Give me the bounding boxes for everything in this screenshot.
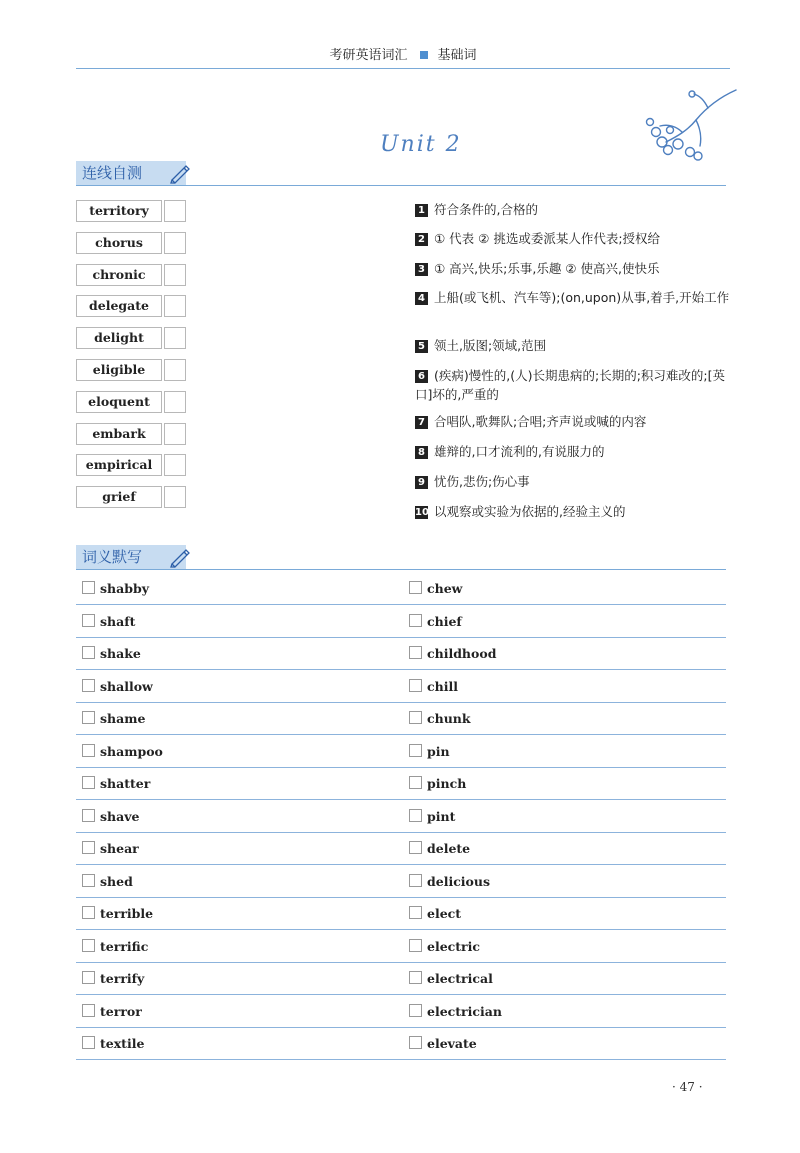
checkbox[interactable] xyxy=(409,679,422,692)
checkbox[interactable] xyxy=(409,939,422,952)
dictation-rule xyxy=(76,637,726,638)
checkbox[interactable] xyxy=(82,939,95,952)
checkbox[interactable] xyxy=(409,971,422,984)
header-book-title: 考研英语词汇 xyxy=(329,48,408,63)
dictation-item xyxy=(82,676,153,698)
matching-definition xyxy=(415,502,730,521)
dictation-word: shaft xyxy=(100,613,136,629)
definition-text: 忧伤,悲伤;伤心事 xyxy=(434,474,530,489)
matching-definition xyxy=(415,200,730,219)
dictation-item xyxy=(82,741,163,763)
dictation-word: chunk xyxy=(427,711,471,726)
pencil-icon xyxy=(168,162,192,184)
dictation-word: pin xyxy=(427,743,450,759)
dictation-item xyxy=(409,903,461,925)
dictation-item xyxy=(82,643,141,665)
dictation-word: elect xyxy=(427,906,462,921)
dictation-item xyxy=(409,643,496,665)
definition-number: 4 xyxy=(415,292,428,305)
dictation-item xyxy=(409,741,450,763)
matching-section-heading xyxy=(76,161,186,185)
dictation-item xyxy=(409,708,471,730)
definition-text: ① 代表 ② 挑选或委派某人作代表;授权给 xyxy=(434,231,661,246)
checkbox[interactable] xyxy=(409,581,422,594)
checkbox[interactable] xyxy=(409,711,422,724)
definition-text: (疾病)慢性的,(人)长期患病的;长期的;积习难改的;[英口]坏的,严重的 xyxy=(415,368,725,402)
dictation-item xyxy=(409,1033,477,1055)
dictation-item xyxy=(82,968,144,990)
answer-box[interactable] xyxy=(164,295,186,317)
checkbox[interactable] xyxy=(409,646,422,659)
matching-word: territory xyxy=(76,200,162,222)
dictation-item xyxy=(409,578,462,600)
dictation-rule xyxy=(76,767,726,768)
dictation-word: childhood xyxy=(427,646,497,661)
answer-box[interactable] xyxy=(164,327,186,349)
dictation-item xyxy=(82,611,135,633)
definition-text: 领土,版图;领域,范围 xyxy=(434,338,547,353)
dictation-word: electric xyxy=(427,938,480,954)
definition-number: 8 xyxy=(415,446,428,459)
dictation-rule xyxy=(76,702,726,703)
definition-number: 5 xyxy=(415,340,428,353)
checkbox[interactable] xyxy=(82,809,95,822)
dictation-item xyxy=(82,1001,142,1023)
header-section: 基础词 xyxy=(437,48,477,63)
matching-word: embark xyxy=(76,423,162,445)
checkbox[interactable] xyxy=(409,744,422,757)
checkbox[interactable] xyxy=(82,1036,95,1049)
matching-word: eloquent xyxy=(76,391,162,413)
dictation-word: shave xyxy=(100,808,140,824)
dictation-rule xyxy=(76,897,726,898)
dictation-rule xyxy=(76,604,726,605)
dictation-item xyxy=(82,903,153,925)
definition-text: 上船(或飞机、汽车等);(on,upon)从事,着手,开始工作 xyxy=(434,290,730,305)
dictation-rule xyxy=(76,994,726,995)
checkbox[interactable] xyxy=(409,841,422,854)
checkbox[interactable] xyxy=(82,614,95,627)
matching-definition xyxy=(415,412,730,431)
dictation-word: shallow xyxy=(100,678,153,694)
checkbox[interactable] xyxy=(82,971,95,984)
definition-number: 3 xyxy=(415,263,428,276)
answer-box[interactable] xyxy=(164,423,186,445)
dictation-word: shame xyxy=(100,711,146,726)
dictation-word: shed xyxy=(100,873,133,889)
pencil-icon xyxy=(168,546,192,568)
dictation-word: shake xyxy=(100,646,141,661)
dictation-item xyxy=(82,838,139,860)
answer-box[interactable] xyxy=(164,391,186,413)
checkbox[interactable] xyxy=(409,874,422,887)
dictation-rule xyxy=(76,1027,726,1028)
dictation-item xyxy=(409,773,466,795)
checkbox[interactable] xyxy=(409,776,422,789)
dictation-word: terrible xyxy=(100,906,154,921)
checkbox[interactable] xyxy=(409,614,422,627)
checkbox[interactable] xyxy=(82,906,95,919)
answer-box[interactable] xyxy=(164,486,186,508)
matching-definition xyxy=(415,366,730,404)
answer-box[interactable] xyxy=(164,200,186,222)
matching-word: delight xyxy=(76,327,162,349)
checkbox[interactable] xyxy=(409,906,422,919)
dictation-word: shampoo xyxy=(100,743,163,759)
dictation-item xyxy=(82,773,150,795)
dictation-item xyxy=(82,708,145,730)
header-rule xyxy=(76,68,730,69)
dictation-word: textile xyxy=(100,1036,145,1051)
dictation-rule xyxy=(76,1059,726,1060)
dictation-section-rule xyxy=(76,569,726,570)
dictation-word: delete xyxy=(427,841,471,856)
checkbox[interactable] xyxy=(82,744,95,757)
checkbox[interactable] xyxy=(409,1036,422,1049)
matching-word: eligible xyxy=(76,359,162,381)
matching-definition xyxy=(415,336,730,355)
checkbox[interactable] xyxy=(82,1004,95,1017)
dictation-rule xyxy=(76,734,726,735)
checkbox[interactable] xyxy=(82,679,95,692)
matching-word: chorus xyxy=(76,232,162,254)
matching-section-rule xyxy=(76,185,726,186)
checkbox[interactable] xyxy=(82,874,95,887)
answer-box[interactable] xyxy=(164,232,186,254)
checkbox[interactable] xyxy=(409,1004,422,1017)
matching-definition xyxy=(415,259,730,278)
checkbox[interactable] xyxy=(82,776,95,789)
dictation-rule xyxy=(76,864,726,865)
definition-text: 合唱队,歌舞队;合唱;齐声说或喊的内容 xyxy=(434,414,647,429)
page-number: · 47 · xyxy=(672,1080,703,1094)
unit-title: Unit 2 xyxy=(380,132,462,157)
checkbox[interactable] xyxy=(82,711,95,724)
dictation-item xyxy=(409,611,462,633)
definition-number: 9 xyxy=(415,476,428,489)
dictation-word: electrician xyxy=(427,1003,502,1019)
dictation-word: delicious xyxy=(427,873,491,889)
definition-number: 2 xyxy=(415,233,428,246)
dictation-word: shabby xyxy=(100,581,149,596)
dictation-item xyxy=(82,806,139,828)
blossom-branch-icon xyxy=(638,86,738,166)
checkbox[interactable] xyxy=(409,809,422,822)
matching-word: empirical xyxy=(76,454,162,476)
dictation-word: terror xyxy=(100,1003,142,1019)
dictation-word: terrify xyxy=(100,971,145,986)
dictation-item xyxy=(409,871,490,893)
dictation-word: electrical xyxy=(427,971,493,986)
definition-number: 10 xyxy=(415,507,429,518)
dictation-word: shatter xyxy=(100,776,151,791)
matching-definition xyxy=(415,442,730,461)
definition-number: 6 xyxy=(415,370,428,383)
matching-definition xyxy=(415,472,730,491)
definition-text: 符合条件的,合格的 xyxy=(434,202,538,217)
dictation-heading-label: 词义默写 xyxy=(82,548,143,566)
matching-definition xyxy=(415,288,730,307)
checkbox[interactable] xyxy=(82,581,95,594)
dictation-item xyxy=(82,871,133,893)
dictation-rule xyxy=(76,962,726,963)
definition-text: 雄辩的,口才流利的,有说服力的 xyxy=(434,444,605,459)
dictation-rule xyxy=(76,799,726,800)
dictation-rule xyxy=(76,669,726,670)
header-square-icon xyxy=(420,51,428,59)
dictation-item xyxy=(409,1001,502,1023)
definition-number: 1 xyxy=(415,204,428,217)
dictation-word: elevate xyxy=(427,1036,477,1051)
matching-word: chronic xyxy=(76,264,162,286)
dictation-rule xyxy=(76,929,726,930)
definition-text: ① 高兴,快乐;乐事,乐趣 ② 使高兴,使快乐 xyxy=(434,261,660,276)
checkbox[interactable] xyxy=(82,841,95,854)
dictation-word: chief xyxy=(427,613,462,629)
dictation-word: terrific xyxy=(100,938,149,954)
matching-word: delegate xyxy=(76,295,162,317)
answer-box[interactable] xyxy=(164,454,186,476)
answer-box[interactable] xyxy=(164,359,186,381)
dictation-word: shear xyxy=(100,841,139,856)
dictation-item xyxy=(409,936,480,958)
dictation-item xyxy=(82,578,149,600)
dictation-item xyxy=(409,676,458,698)
dictation-word: chew xyxy=(427,581,463,596)
matching-heading-label: 连线自测 xyxy=(82,164,143,182)
dictation-word: pinch xyxy=(427,776,467,791)
dictation-item xyxy=(409,806,455,828)
matching-word: grief xyxy=(76,486,162,508)
checkbox[interactable] xyxy=(82,646,95,659)
dictation-section-heading xyxy=(76,545,186,569)
definition-text: 以观察或实验为依据的,经验主义的 xyxy=(434,504,626,519)
dictation-word: chill xyxy=(427,678,458,694)
answer-box[interactable] xyxy=(164,264,186,286)
dictation-word: pint xyxy=(427,808,456,824)
dictation-item xyxy=(409,968,493,990)
dictation-item xyxy=(409,838,470,860)
dictation-item xyxy=(82,936,148,958)
matching-definition xyxy=(415,229,730,248)
dictation-rule xyxy=(76,832,726,833)
dictation-item xyxy=(82,1033,144,1055)
running-header xyxy=(76,44,730,70)
definition-number: 7 xyxy=(415,416,428,429)
